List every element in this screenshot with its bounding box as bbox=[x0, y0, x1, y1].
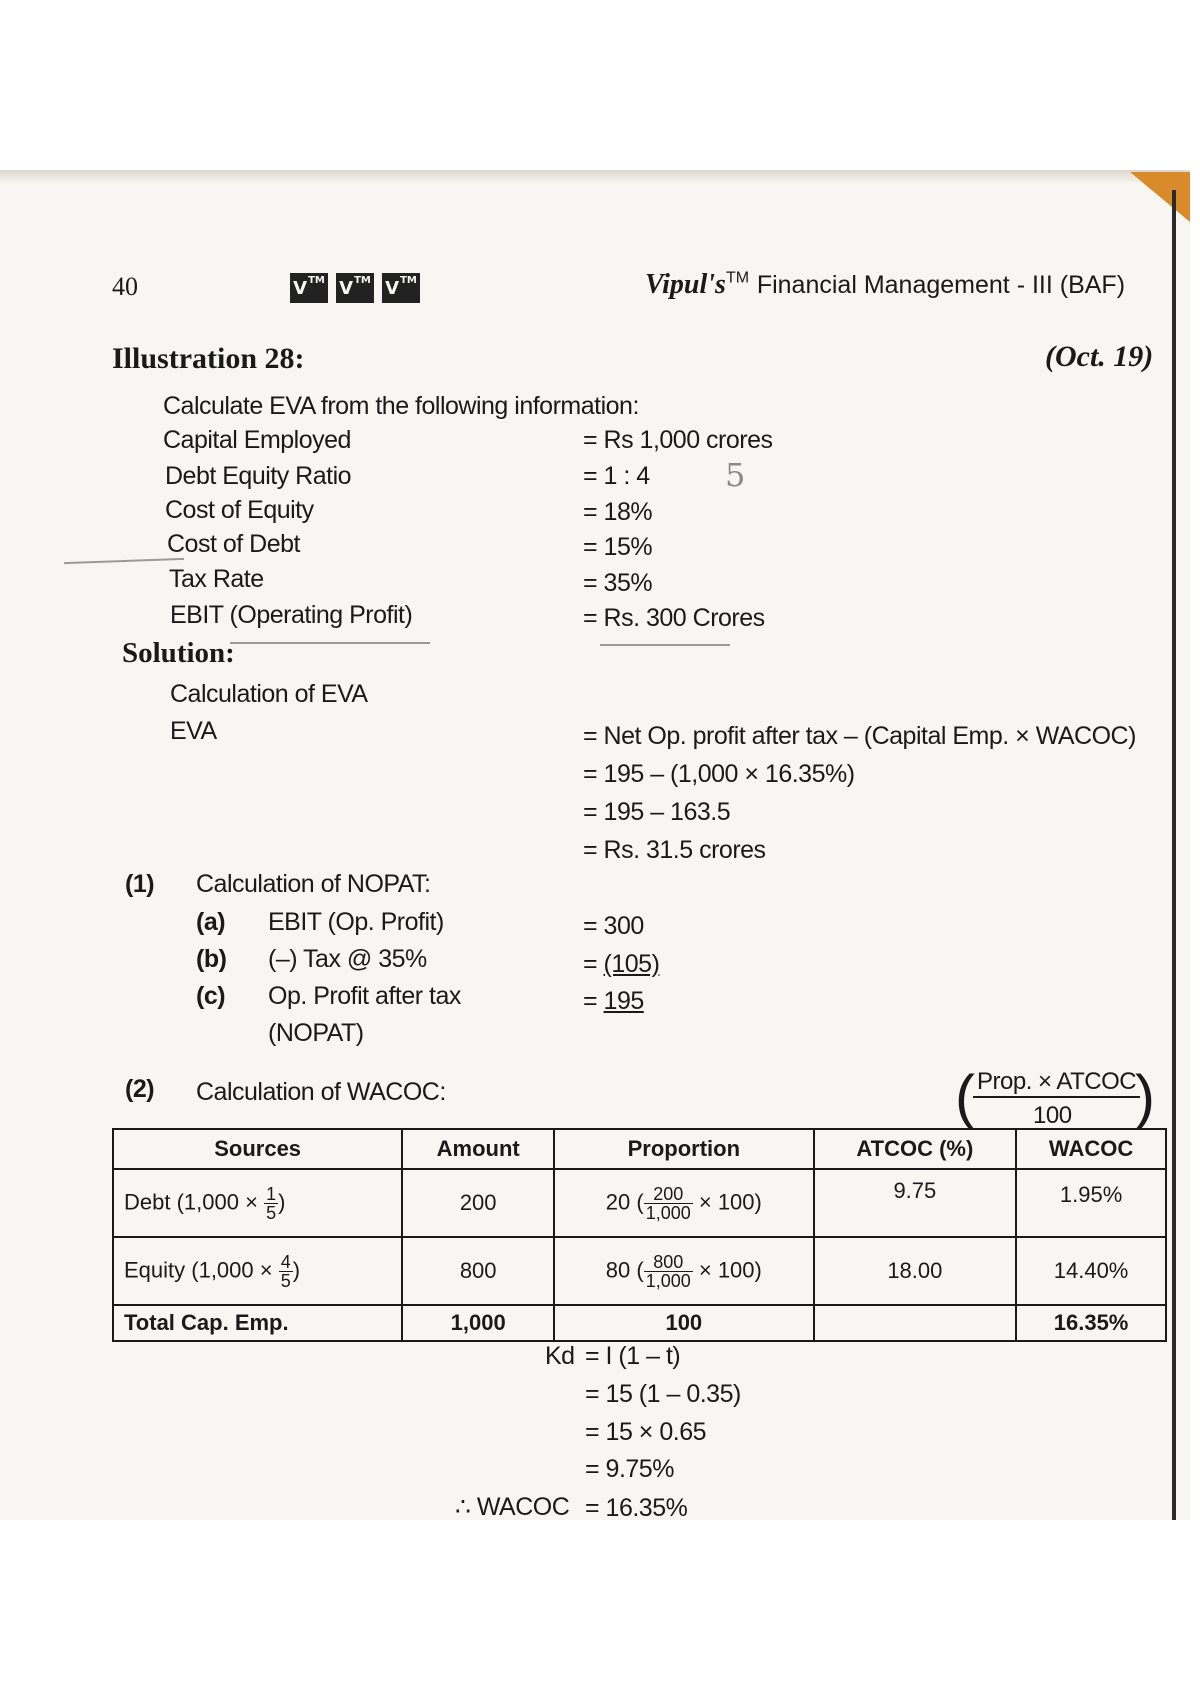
nopat-item-label: (–) Tax @ 35% bbox=[268, 945, 427, 973]
illustration-title: Illustration 28: bbox=[112, 342, 305, 375]
nopat-continuation: (NOPAT) bbox=[268, 1019, 364, 1047]
cell-proportion: 20 ( $\frac{200}{1,000}$ × 100) bbox=[554, 1169, 813, 1237]
wacoc-number: (2) bbox=[125, 1075, 155, 1103]
formula-numerator: Prop. × ATCOC bbox=[973, 1068, 1140, 1098]
wacoc-table bbox=[112, 1128, 1167, 1342]
nopat-marker: (c) bbox=[196, 982, 226, 1010]
exam-tag: (Oct. 19) bbox=[1045, 340, 1154, 373]
table-row bbox=[113, 1169, 1166, 1237]
header-proportion: Proportion bbox=[554, 1129, 813, 1169]
fraction: $\frac{800}{1,000}$ bbox=[645, 1251, 691, 1291]
header-amount: Amount bbox=[402, 1129, 554, 1169]
nopat-marker: (b) bbox=[196, 945, 227, 973]
given-value: = Rs. 300 Crores bbox=[583, 604, 765, 632]
nopat-item-label: EBIT (Op. Profit) bbox=[268, 908, 444, 936]
solution-heading: Solution: bbox=[122, 637, 235, 669]
cell-source: Debt (1,000 × $\frac{1}{5}$ ) bbox=[113, 1169, 402, 1237]
wacoc-title: Calculation of WACOC: bbox=[196, 1078, 446, 1106]
nopat-item-label: Op. Profit after tax bbox=[268, 982, 461, 1010]
given-label: Tax Rate bbox=[169, 565, 264, 593]
pencil-mark bbox=[600, 644, 730, 646]
final-value: = 16.35% bbox=[585, 1494, 688, 1522]
nopat-item-value: = 195 bbox=[583, 987, 644, 1015]
logo-letter: V TM bbox=[290, 273, 328, 303]
eva-line: = Net Op. profit after tax – (Capital Emp. × WACOC) bbox=[583, 722, 1136, 750]
formula-denominator: 100 bbox=[1033, 1102, 1072, 1129]
page-binding-edge bbox=[1172, 190, 1176, 1520]
given-value: = Rs 1,000 crores bbox=[583, 426, 773, 454]
fraction: $\frac{4}{5}$ bbox=[280, 1251, 291, 1291]
table-header-row bbox=[113, 1129, 1166, 1169]
cell-amount: 800 bbox=[402, 1237, 554, 1305]
given-value: = 18% bbox=[583, 498, 653, 526]
kd-label: Kd bbox=[545, 1342, 575, 1370]
given-label: Capital Employed bbox=[163, 426, 351, 454]
cell-proportion: 80 ( $\frac{800}{1,000}$ × 100) bbox=[554, 1237, 813, 1305]
cell-total-label: Total Cap. Emp. bbox=[113, 1305, 402, 1341]
kd-line: = 15 (1 – 0.35) bbox=[585, 1380, 741, 1408]
logo-letter: V TM bbox=[336, 273, 374, 303]
pencil-mark bbox=[230, 642, 430, 644]
book-title: Financial Management - III (BAF) bbox=[756, 271, 1126, 299]
nopat-amount: 195 bbox=[603, 987, 644, 1015]
kd-line: = 9.75% bbox=[585, 1455, 674, 1483]
given-label: Debt Equity Ratio bbox=[165, 462, 352, 490]
cell-source: Equity (1,000 × $\frac{4}{5}$ ) bbox=[113, 1237, 402, 1305]
given-label: Cost of Debt bbox=[167, 530, 300, 558]
given-value: = 15% bbox=[583, 533, 653, 561]
handwritten-note: 5 bbox=[725, 456, 746, 494]
cell-total-wacoc: 16.35% bbox=[1016, 1305, 1166, 1341]
nopat-item-value: = 300 bbox=[583, 912, 644, 940]
cell-total-amount: 1,000 bbox=[402, 1305, 554, 1341]
nopat-number: (1) bbox=[125, 870, 155, 898]
book-tm: TM bbox=[725, 269, 750, 287]
cell-total-proportion: 100 bbox=[554, 1305, 813, 1341]
running-header bbox=[645, 268, 1125, 301]
page-shadow bbox=[0, 170, 1190, 184]
kd-line: = 15 × 0.65 bbox=[585, 1418, 707, 1446]
given-label: EBIT (Operating Profit) bbox=[170, 601, 413, 629]
page-number: 40 bbox=[112, 272, 138, 301]
kd-line: = I (1 – t) bbox=[585, 1342, 681, 1370]
wacoc-formula bbox=[955, 1063, 1155, 1136]
eva-label: EVA bbox=[170, 717, 217, 745]
cell-wacoc: 14.40% bbox=[1016, 1237, 1166, 1305]
logo-letter: V TM bbox=[382, 273, 420, 303]
fraction: $\frac{200}{1,000}$ bbox=[645, 1183, 691, 1223]
left-paren: ( bbox=[955, 1063, 975, 1130]
publisher-logo bbox=[290, 273, 420, 303]
given-value: = 35% bbox=[583, 569, 653, 597]
header-atcoc: ATCOC (%) bbox=[814, 1129, 1017, 1169]
eva-line: = 195 – (1,000 × 16.35%) bbox=[583, 760, 855, 788]
page-corner-tab bbox=[1130, 172, 1190, 222]
table-row bbox=[113, 1237, 1166, 1305]
eva-line: = Rs. 31.5 crores bbox=[583, 836, 766, 864]
cell-total-atcoc bbox=[814, 1305, 1017, 1341]
question-text: Calculate EVA from the following information: bbox=[163, 392, 639, 420]
right-paren: ) bbox=[1135, 1063, 1155, 1130]
tax-amount: (105) bbox=[603, 950, 660, 978]
cell-atcoc: 9.75 bbox=[814, 1169, 1017, 1237]
fraction: $\frac{1}{5}$ bbox=[266, 1183, 277, 1223]
given-label: Cost of Equity bbox=[165, 496, 314, 524]
header-sources: Sources bbox=[113, 1129, 402, 1169]
cell-atcoc: 18.00 bbox=[814, 1237, 1017, 1305]
nopat-marker: (a) bbox=[196, 908, 226, 936]
calc-heading: Calculation of EVA bbox=[170, 680, 368, 708]
nopat-title: Calculation of NOPAT: bbox=[196, 870, 431, 898]
cell-wacoc: 1.95% bbox=[1016, 1169, 1166, 1237]
eva-line: = 195 – 163.5 bbox=[583, 798, 731, 826]
nopat-item-value: = (105) bbox=[583, 950, 660, 978]
header-wacoc: WACOC bbox=[1016, 1129, 1166, 1169]
cell-amount: 200 bbox=[402, 1169, 554, 1237]
table-total-row bbox=[113, 1305, 1166, 1341]
final-label: ∴ WACOC bbox=[455, 1493, 570, 1521]
given-value: = 1 : 4 bbox=[583, 462, 650, 490]
book-brand: Vipul's bbox=[645, 269, 726, 300]
